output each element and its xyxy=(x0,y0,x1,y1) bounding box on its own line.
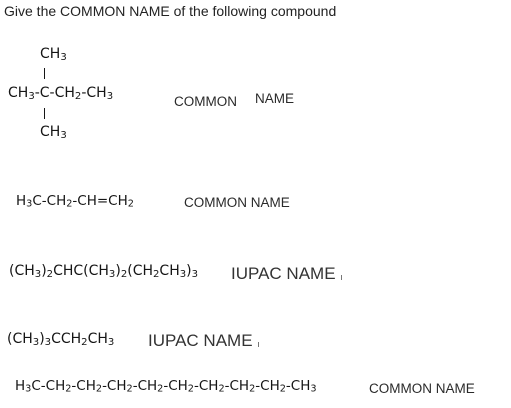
q4-formula: (CH3)3CCH2CH3 xyxy=(7,331,115,348)
q5-common-name-label: COMMON NAME xyxy=(369,381,475,396)
q3-iupac-name-label: IUPAC NAME xyxy=(231,264,342,284)
q1-top-bond xyxy=(44,68,45,79)
q3-formula: (CH3)2CHC(CH3)2(CH2CH3)3 xyxy=(9,263,199,280)
q4-caret-mark xyxy=(258,342,259,347)
q1-name-label: NAME xyxy=(255,91,295,106)
q1-common-label: COMMON xyxy=(174,94,237,109)
q5-formula: H3C-CH2-CH2-CH2-CH2-CH2-CH2-CH2-CH2-CH3 xyxy=(15,378,317,395)
q3-caret-mark xyxy=(341,275,342,280)
q4-iupac-name-label: IUPAC NAME xyxy=(148,331,259,351)
q2-common-name-label: COMMON NAME xyxy=(184,195,290,210)
question-title: Give the COMMON NAME of the following compound xyxy=(4,3,337,19)
q1-top-methyl: CH3 xyxy=(40,46,67,63)
q2-formula: H3C-CH2-CH=CH2 xyxy=(16,193,134,210)
q1-main-chain: CH3-C-CH2-CH3 xyxy=(8,85,114,102)
q1-bottom-bond xyxy=(44,108,45,119)
q1-bottom-methyl: CH3 xyxy=(40,124,67,141)
